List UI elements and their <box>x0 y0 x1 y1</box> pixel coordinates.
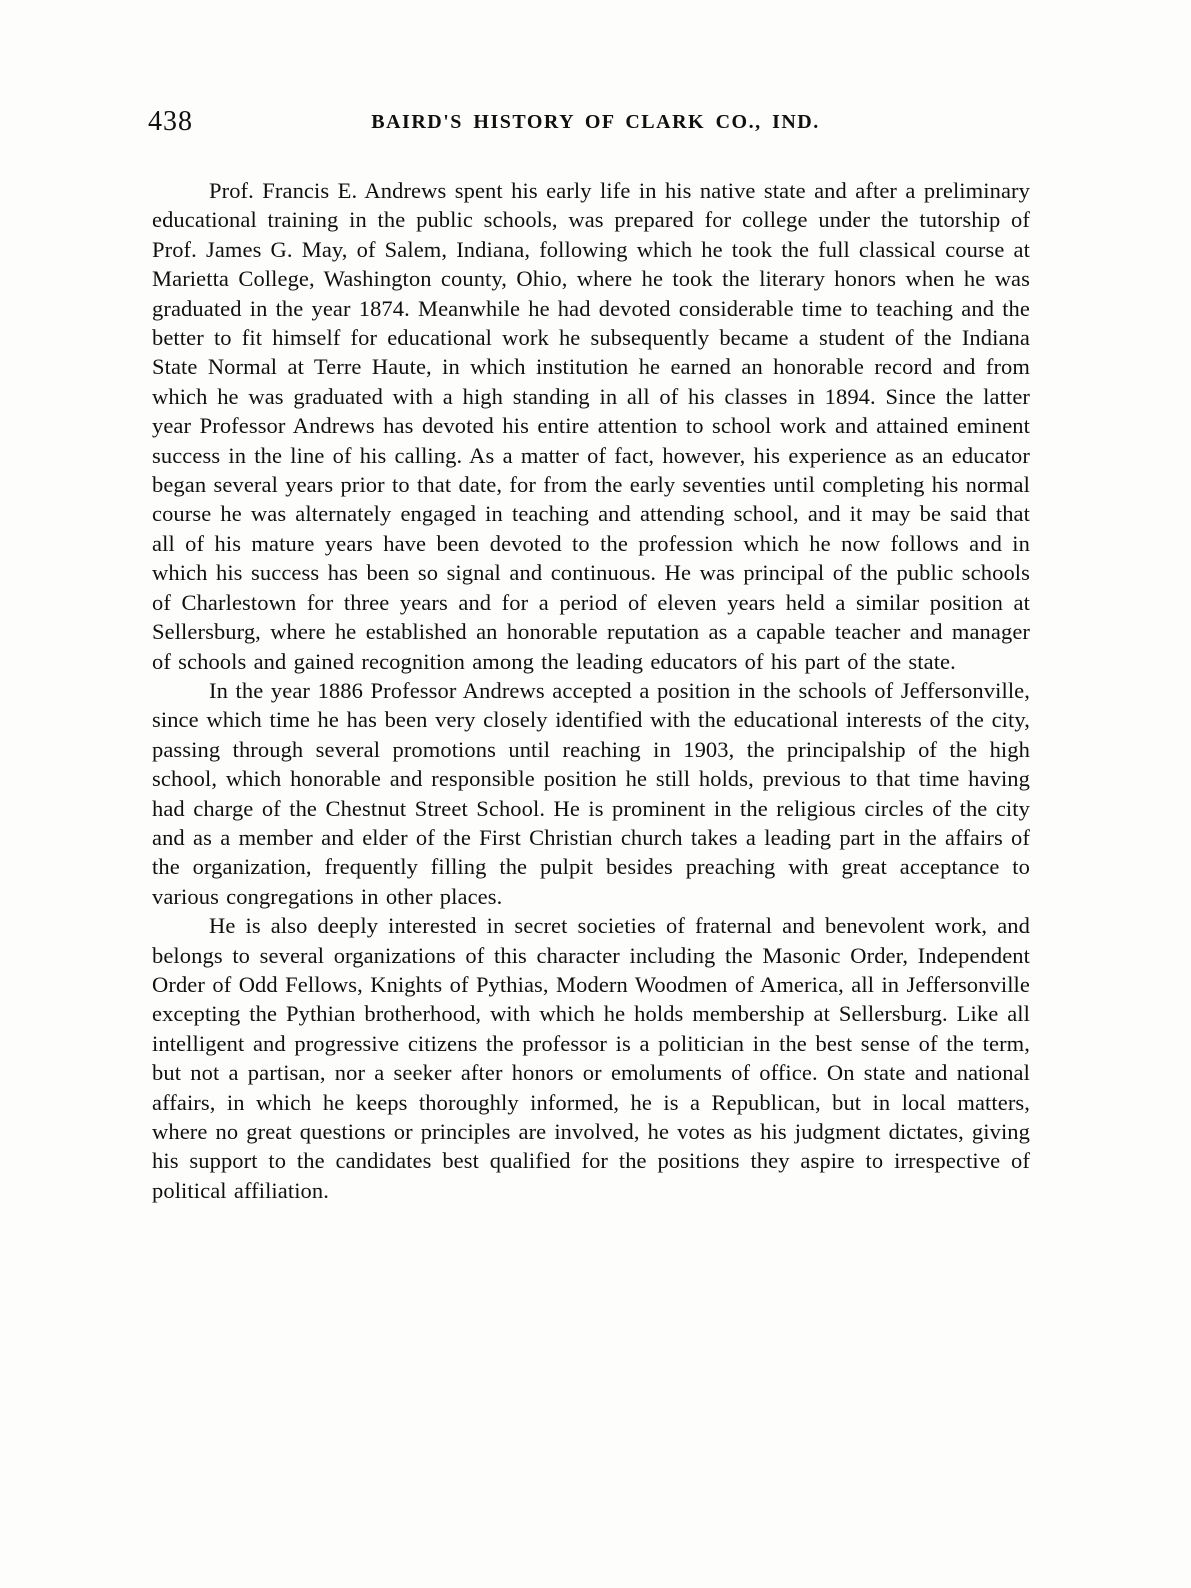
paragraph-jeffersonville-career: In the year 1886 Professor Andrews accepted a position in the schools of Jeffersonville, since which time he has been very closely identified with the educational interests of the city, passing through several promotions until reaching in 1903, the principalship of the high school, which honorable and responsible position he still holds, previous to that time having had charge of the Chestnut Street School. He is prominent in the religious circles of the city and as a member and elder of the First Christian church takes a leading part in the affairs of the organization, frequently filling the pulpit besides preaching with great acceptance to various congregations in other places. <box>152 677 1030 909</box>
page-body-text <box>152 176 1030 1205</box>
paragraph-societies-politics: He is also deeply interested in secret societies of fraternal and benevolent work, and belongs to several organizations of this character including the Masonic Order, Independent Order of Odd Fellows, Knights of Pythias, Modern Woodmen of America, all in Jeffersonville excepting the Pythian brotherhood, with which he holds membership at Sellersburg. Like all intelligent and progressive citizens the professor is a politician in the best sense of the term, but not a partisan, nor a seeker after honors or emoluments of office. On state and national affairs, in which he keeps thoroughly informed, he is a Republican, but in local matters, where no great questions or principles are involved, he votes as his judgment dictates, giving his support to the candidates best qualified for the positions they aspire to irrespective of political affiliation. <box>152 913 1030 1203</box>
running-title: BAIRD'S HISTORY OF CLARK CO., IND. <box>371 111 820 133</box>
page-number: 438 <box>148 106 193 137</box>
paragraph-bio-early-life: Prof. Francis E. Andrews spent his early life in his native state and after a preliminary educational training in the public schools, was prepared for college under the tutorship of Prof. James G. May, of Salem, Indiana, following which he took the full classical course at Marietta College, Washington county, Ohio, where he took the literary honors when he was graduated in the year 1874. Meanwhile he had devoted considerable time to teaching and the better to fit himself for educational work he subsequently became a student of the Indiana State Normal at Terre Haute, in which institution he earned an honorable record and from which he was graduated with a high standing in all of his classes in 1894. Since the latter year Professor Andrews has devoted his entire attention to school work and attained eminent success in the line of his calling. As a matter of fact, however, his experience as an educator began several years prior to that date, for from the early seventies until completing his normal course he was alternately engaged in teaching and attending school, and it may be said that all of his mature years have been devoted to the profession which he now follows and in which his success has been so signal and continuous. He was principal of the public schools of Charlestown for three years and for a period of eleven years held a similar position at Sellersburg, where he established an honorable reputation as a capable teacher and manager of schools and gained recognition among the leading educators of his part of the state. <box>152 178 1030 674</box>
page-header <box>0 106 1191 142</box>
